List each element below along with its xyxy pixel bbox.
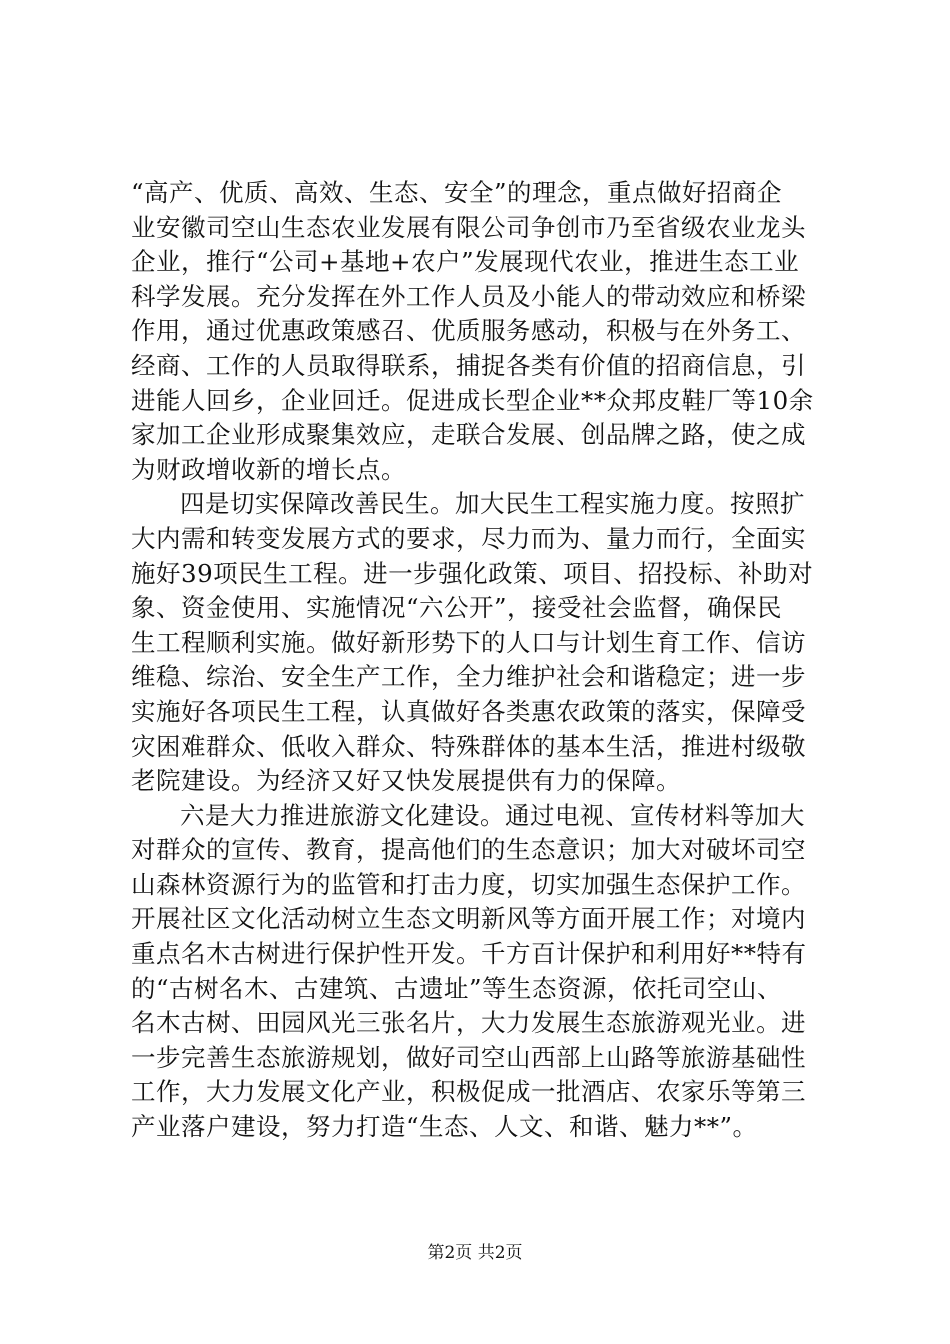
page-number-footer: 第2页 共2页 [427,1243,523,1263]
paragraph-line: 家加工企业形成聚集效应，走联合发展、创品牌之路，使之成 [131,420,806,450]
paragraph-line: 的“古树名木、古建筑、古遗址”等生态资源，依托司空山、 [131,973,783,1003]
paragraph-line: 开展社区文化活动树立生态文明新风等方面开展工作；对境内 [131,904,806,934]
paragraph-line: 作用，通过优惠政策感召、优质服务感动，积极与在外务工、 [131,316,806,346]
paragraph-line: 灾困难群众、低收入群众、特殊群体的基本生活，推进村级敬 [131,731,806,761]
paragraph-line: 对群众的宣传、教育，提高他们的生态意识；加大对破坏司空 [131,835,806,865]
paragraph-line: 企业，推行“公司+基地+农户”发展现代农业，推进生态工业 [131,247,800,277]
paragraph-line: 进能人回乡，企业回迁。促进成长型企业**众邦皮鞋厂等10余 [131,385,814,415]
paragraph-line: 科学发展。充分发挥在外工作人员及小能人的带动效应和桥梁 [131,281,806,311]
paragraph-line: 山森林资源行为的监管和打击力度，切实加强生态保护工作。 [131,869,806,899]
paragraph-line: 名木古树、田园风光三张名片，大力发展生态旅游观光业。进 [131,1008,806,1038]
paragraph-line: 象、资金使用、实施情况“六公开”，接受社会监督，确保民 [131,593,783,623]
paragraph-line: 产业落户建设，努力打造“生态、人文、和谐、魅力**”。 [131,1112,758,1142]
paragraph-line: 生工程顺利实施。做好新形势下的人口与计划生育工作、信访 [131,627,806,657]
paragraph-1 [131,176,821,487]
paragraph-line: 四是切实保障改善民生。加大民生工程实施力度。按照扩 [180,489,805,519]
paragraph-line: 业安徽司空山生态农业发展有限公司争创市乃至省级农业龙头 [131,212,806,242]
paragraph-line: 经商、工作的人员取得联系，捕捉各类有价值的招商信息，引 [131,350,806,380]
paragraph-3 [131,799,821,1145]
paragraph-line: 工作，大力发展文化产业，积极促成一批酒店、农家乐等第三 [131,1077,806,1107]
paragraph-line: 施好39项民生工程。进一步强化政策、项目、招投标、补助对 [131,558,814,588]
paragraph-line: 实施好各项民生工程，认真做好各类惠农政策的落实，保障受 [131,696,806,726]
paragraph-line: 一步完善生态旅游规划，做好司空山西部上山路等旅游基础性 [131,1042,806,1072]
paragraph-2 [131,487,821,798]
paragraph-line: 为财政增收新的增长点。 [131,454,406,484]
paragraph-line: “高产、优质、高效、生态、安全”的理念，重点做好招商企 [131,178,783,207]
paragraph-line: 大内需和转变发展方式的要求，尽力而为、量力而行，全面实 [131,523,806,553]
paragraph-line: 六是大力推进旅游文化建设。通过电视、宣传材料等加大 [180,800,805,830]
paragraph-line: 老院建设。为经济又好又快发展提供有力的保障。 [131,766,681,796]
paragraph-line: 维稳、综治、安全生产工作，全力维护社会和谐稳定；进一步 [131,662,806,692]
document-body [131,176,821,1145]
paragraph-line: 重点名木古树进行保护性开发。千方百计保护和利用好**特有 [131,939,807,969]
